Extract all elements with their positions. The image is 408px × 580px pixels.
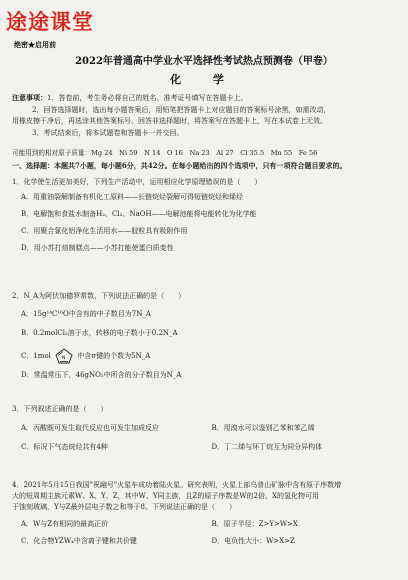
section-heading: 一、选择题：本题共7小题，每小题6分，共42分。在每小题给出的四个选项中，只有一项符合题目要求的。 bbox=[12, 161, 347, 170]
notes-label: 注意事项： bbox=[12, 93, 47, 102]
atomic-masses: 可能用到的相对原子质量：Mg 24 Ni 59 N 14 O 16 Na 23 Al 27 Cl 35.5 Mn 55 Fe 56 bbox=[12, 149, 318, 157]
question-1 bbox=[12, 177, 402, 254]
brand-logo: 途途课堂 bbox=[6, 10, 94, 34]
note-2b: 用橡皮擦干净后，再选涂其他答案标号。回答非选择题时，将答案写在答题卡上，写在本试卷上无效。 bbox=[12, 117, 327, 125]
option-a: A．15g¹⁴C¹⁶O中含有的中子数目为7N_A bbox=[21, 310, 151, 318]
option-a: A．丙酸既可发生取代反应也可发生加成反应 bbox=[21, 424, 160, 432]
question-stem-line-2: 大的短周期主族元素W、X、Y、Z，其中W、Y同主族，且Z的原子序数是W的2倍，X的氢化物可用 bbox=[12, 492, 319, 500]
note-2a: 2．回答选择题时，选出每小题答案后，用铅笔把答题卡上对应题目的答案标号涂黑，如需改动， bbox=[32, 105, 331, 114]
question-4 bbox=[12, 480, 402, 547]
option-b: B．用溴水可以鉴别乙苯和苯乙烯 bbox=[211, 424, 315, 432]
option-d: D．常温常压下，46gNO₂中所含的分子数目为N_A bbox=[21, 371, 182, 379]
option-c-suffix: 中含σ键的个数为5N_A bbox=[77, 352, 151, 360]
option-c: C．标况下气态烷烃共有4种 bbox=[21, 443, 108, 451]
options-row-1 bbox=[12, 423, 402, 434]
question-2 bbox=[12, 291, 402, 381]
notes-block bbox=[12, 92, 400, 139]
note-1: 1．答卷前，考生务必将自己的姓名、准考证号填写在答题卡上。 bbox=[47, 94, 248, 102]
subject-title: 化 学 bbox=[170, 73, 238, 86]
question-stem-line-3: 于蚀刻玻璃，Y与Z最外层电子数之和等于8。下列说法正确的是（ ） bbox=[12, 503, 236, 511]
option-b: B．原子半径：Z>Y>W>X bbox=[211, 520, 298, 528]
options-row-2 bbox=[12, 536, 402, 547]
option-a: A．用重油裂解制备有机化工原料——长链烷烃裂解可得短链烷烃和烯烃 bbox=[21, 193, 244, 201]
option-c bbox=[12, 347, 402, 365]
question-3 bbox=[12, 404, 402, 453]
option-c: C．化合物YZW₄中含离子键和共价键 bbox=[21, 537, 137, 545]
option-b: B．0.2molCl₂溶于水，转移的电子数小于0.2N_A bbox=[21, 329, 178, 337]
option-c: C．用聚合氯化铝净化生活用水——胶粒具有吸附作用 bbox=[21, 227, 188, 235]
options-row-2 bbox=[12, 442, 402, 453]
option-b: B．电解饱和食盐水制备H₂、Cl₂、NaOH——电解池能将电能转化为化学能 bbox=[21, 210, 257, 218]
question-stem: 2．N_A为阿伏加德罗常数，下列说法正确的是（ ） bbox=[12, 292, 186, 300]
option-d: D．用小苏打焙制糕点——小苏打能使蛋白质变性 bbox=[21, 244, 174, 252]
question-stem-line-1: 4．2021年5月15日我国"祝融号"火星车成功着陆火星。研究表明，火星上部乌普山矿脉中含有原子序数增 bbox=[12, 481, 342, 489]
exam-title: 2022年普通高中学业水平选择性考试热点预测卷（甲卷） bbox=[75, 56, 333, 67]
option-a: A．W与Z有相同的最高正价 bbox=[21, 520, 109, 528]
note-3: 3．考试结束后，将本试题卷和答题卡一并交回。 bbox=[32, 128, 184, 137]
question-stem: 1．化学使生活更加美好，下列生产活动中，运用相应化学原理错误的是（ ） bbox=[12, 178, 262, 186]
option-c-prefix: C．1mol bbox=[21, 352, 51, 360]
secret-label: 绝密★启用前 bbox=[14, 40, 56, 49]
options-row-1 bbox=[12, 519, 402, 530]
option-d: D．丁二烯与环丁烷互为同分异构体 bbox=[211, 443, 323, 451]
pyrrole-ring-icon bbox=[53, 347, 75, 365]
svg-text:N: N bbox=[62, 356, 66, 361]
option-d: D．电负性大小：W>X>Z bbox=[211, 537, 295, 545]
question-stem: 3．下列叙述正确的是（ ） bbox=[12, 405, 108, 413]
